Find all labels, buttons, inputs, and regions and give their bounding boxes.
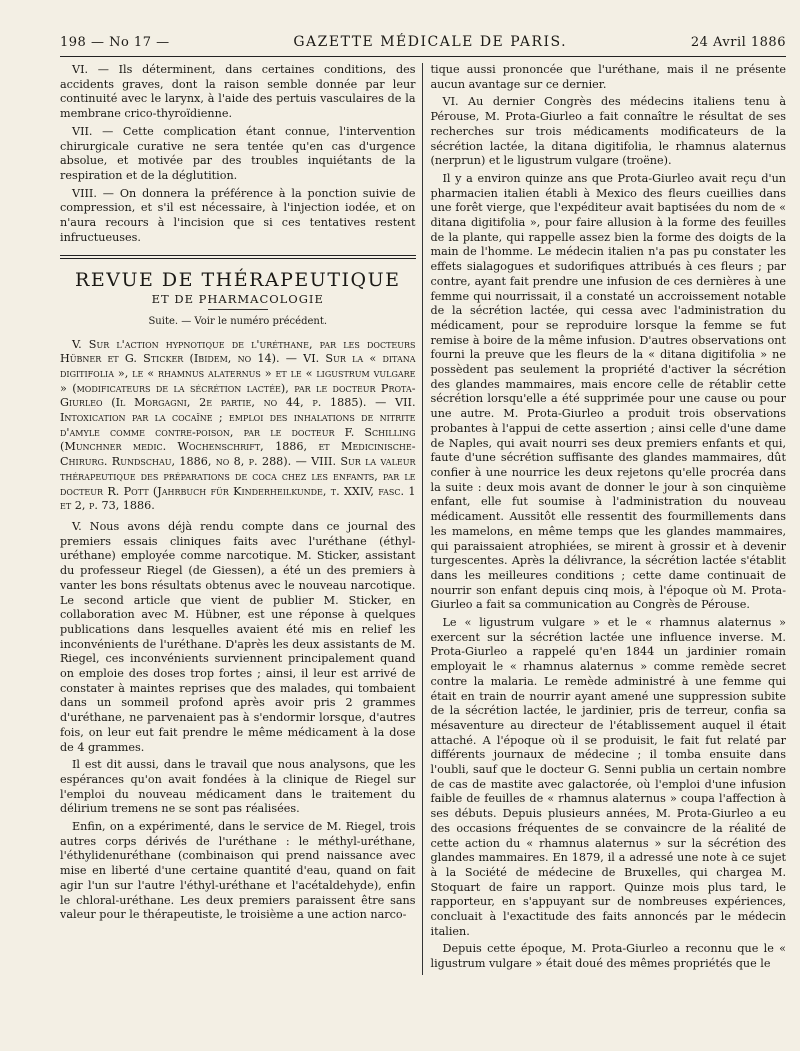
body-paragraph-2: Il est dit aussi, dans le travail que nous analysons, que les espérances qu'on avait fondées à la clinique de Riegel sur l'emploi du nouveau médicament dans le traitement du délirium tremens ne se sont pas réalisées. bbox=[60, 758, 416, 816]
body-paragraph-1: V. Nous avons déjà rendu compte dans ce journal des premiers essais cliniques faits avec l'uréthane (éthyl-uréthane) employée comme narcotique. M. Sticker, assistant du professeur Riegel (de Giessen), a été un des premiers à vanter les bons résultats obtenus avec le nouveau narcotique. Le second article que vient de publier M. Sticker, en collaboration avec M. Hübner, est une réponse à quelques publications dans lesquelles avaient été mis en relief les inconvénients de l'uréthane. D'après les deux assistants de M. Riegel, ces inconvénients surviennent principalement quand on emploie des doses trop fortes ; ainsi, il leur est arrivé de constater à maintes reprises que des malades, qui tombaient dans un sommeil profond après avoir pris 2 grammes d'uréthane, ne parvenaient pas à s'endormir lorsque, d'autres fois, on leur eut fait prendre le même médicament à la dose de 4 grammes. bbox=[60, 519, 416, 754]
conclusion-viii: VIII. — On donnera la préférence à la ponction suivie de compression, et s'il est nécessaire, à l'injection iodée, et on n'aura recours à l'incision que si ces tentatives restent infructueuses. bbox=[60, 186, 416, 244]
section-subtitle: ET DE PHARMACOLOGIE bbox=[151, 292, 324, 307]
right-paragraph-1: tique aussi prononcée que l'uréthane, mais il ne présente aucun avantage sur ce dernier. bbox=[430, 63, 786, 91]
right-paragraph-5: Depuis cette époque, M. Prota-Giurleo a reconnu que le « ligustrum vulgare » était doué des mêmes propriétés que le bbox=[430, 942, 786, 971]
left-column bbox=[60, 63, 422, 975]
continuation-note: Suite. — Voir le numéro précédent. bbox=[148, 315, 328, 327]
two-column-body bbox=[60, 63, 786, 975]
right-paragraph-4: Le « ligustrum vulgare » et le « rhamnus alaternus » exercent sur la sécrétion lactée une influence inverse. M. Prota-Giurleo a rappelé qu'en 1844 un jardinier romain employait le « rhamnus alaternus » comme remède secret contre la malaria. Le remède administré à une femme qui était en train de nourrir ayant amené une suppression subite de la sécrétion lactée, le jardinier, pris de terreur, confia sa mésaventure au directeur de l'établissement auquel il était attaché. A l'époque où il se produisit, le fait fut relaté par différents journaux de médecine ; il tomba ensuite dans l'oubli, sauf que le docteur G. Senni publia un certain nombre de cas de mastite avec galactorée, où l'emploi d'une infusion faible de feuilles de « rhamnus alaternus » coupa l'affection à ses débuts. Depuis plusieurs années, M. Prota-Giurleo a eu des occasions fréquentes de se convaincre de la réalité de cette action du « rhamnus alaternus » sur la sécrétion des glandes mammaires. En 1879, il a adressé une note à ce sujet à la Société de médecine de Bruxelles, qui chargea M. Stoquart de faire un rapport. Quinze mois plus tard, le rapporteur, en s'appuyant sur de nombreuses expériences, concluait à l'exactitude des faits annoncés par le médecin italien. bbox=[430, 616, 786, 938]
subtitle-rule bbox=[208, 309, 268, 310]
right-column bbox=[422, 63, 787, 975]
running-header bbox=[60, 34, 786, 57]
body-paragraph-3: Enfin, on a expérimenté, dans le service de M. Riegel, trois autres corps dérivés de l'uréthane : le méthyl-uréthane, l'éthylidenuréthane (combinaison qui prend naissance avec mise en liberté d'une certaine quantité d'eau, quand on fait agir l'un sur l'autre l'éthyl-uréthane et l'acétaldehyde), enfin le chloral-uréthane. Les deux premiers paraissent être sans valeur pour le thérapeutiste, le troisième a une action narco- bbox=[60, 820, 416, 922]
page-number-issue: 198 — No 17 — bbox=[60, 35, 170, 50]
right-paragraph-3: Il y a environ quinze ans que Prota-Giurleo avait reçu d'un pharmacien italien établi à Mexico des fleurs cueillies dans une forêt vierge, que l'expéditeur avait baptisées du nom de « ditana digitifolia », pour faire allusion à la forme des feuilles de la plante, qui rappelle assez bien la forme des doigts de la main de l'homme. Le médecin italien n'a pas pu constater les effets sialagogues et sudorifiques attribués à ces fleurs ; par contre, ayant fait prendre une infusion de ces dernières à une femme qui nourrissait, il a constaté un accroissement notable de la sécrétion lactée, qui cessa avec l'administration du médicament, pour se reproduire lorsque la femme se fut remise à boire de la même infusion. D'autres observations ont fourni la preuve que les fleurs de la « ditana digitifolia » ne possèdent pas seulement la propriété d'activer la sécrétion des glandes mammaires, mais encore celle de rétablir cette sécrétion lorsqu'elle a été supprimée pour une cause ou pour une autre. M. Prota-Giurleo a produit trois observations probantes à l'appui de cette assertion ; ainsi celle d'une dame de Naples, qui avait nourri ses deux premiers enfants et qui, faute d'une sécrétion suffisante des glandes mammaires, dût confier à une nourrice les deux rejetons qu'elle procréa dans la suite : deux mois avant de donner le jour à son cinquième enfant, elle fut soumise à l'administration du nouveau médicament. Aussitôt elle ressentit des fourmillements dans les mamelons, en même temps que les glandes mammaires, qui paraissaient atrophiées, se mirent à grossir et à devenir turgescentes. Après la délivrance, la sécrétion lactée s'établit dans les meilleures conditions ; cette dame continuait de nourrir son enfant depuis cinq mois, à l'époque où M. Prota-Giurleo a fait sa communication au Congrès de Pérouse. bbox=[430, 171, 786, 612]
issue-date: 24 Avril 1886 bbox=[690, 35, 786, 50]
conclusion-vii: VII. — Cette complication étant connue, l'intervention chirurgicale curative ne sera tentée qu'en cas d'urgence absolue, et motivée par des troubles inquiétants de la respiration et de la déglutition. bbox=[60, 124, 416, 182]
journal-title: GAZETTE MÉDICALE DE PARIS. bbox=[293, 34, 568, 50]
section-title: REVUE DE THÉRAPEUTIQUE bbox=[75, 269, 401, 292]
conclusion-vi: VI. — Ils déterminent, dans certaines conditions, des accidents graves, dont la raison semble donnée par leur continuité avec le larynx, à l'aide des pertuis vasculaires de la membrane crico-thyroïdienne. bbox=[60, 63, 416, 121]
section-divider bbox=[60, 255, 416, 259]
article-rubric: V. Sur l'action hypnotique de l'uréthane, par les docteurs Hübner et G. Sticker (Ibidem, no 14). — VI. Sur la « ditana digitifolia », le « rhamnus alaternus » et le « ligustrum vulgare » (modificateurs de la sécrétion lactée), par le docteur Prota-Giurleo (Il Morgagni, 2e partie, no 44, p. 1885). — VII. Intoxication par la cocaïne ; emploi des inhalations de nitrite d'amyle comme contre-poison, par le docteur F. Schilling (Munchner medic. Wochenschrift, 1886, et Medicinische-Chirurg. Rundschau, 1886, no 8, p. 288). — VIII. Sur la valeur thérapeutique des préparations de coca chez les enfants, par le docteur R. Pott (Jahrbuch für Kinderheilkunde, t. XXIV, fasc. 1 et 2, p. 73, 1886. bbox=[60, 337, 416, 513]
right-paragraph-2: VI. Au dernier Congrès des médecins italiens tenu à Pérouse, M. Prota-Giurleo a fait connaître le résultat de ses recherches sur trois médicaments modificateurs de la sécrétion lactée, la ditana digitifolia, le rhamnus alaternus (nerprun) et le ligustrum vulgare (troëne). bbox=[430, 95, 786, 168]
